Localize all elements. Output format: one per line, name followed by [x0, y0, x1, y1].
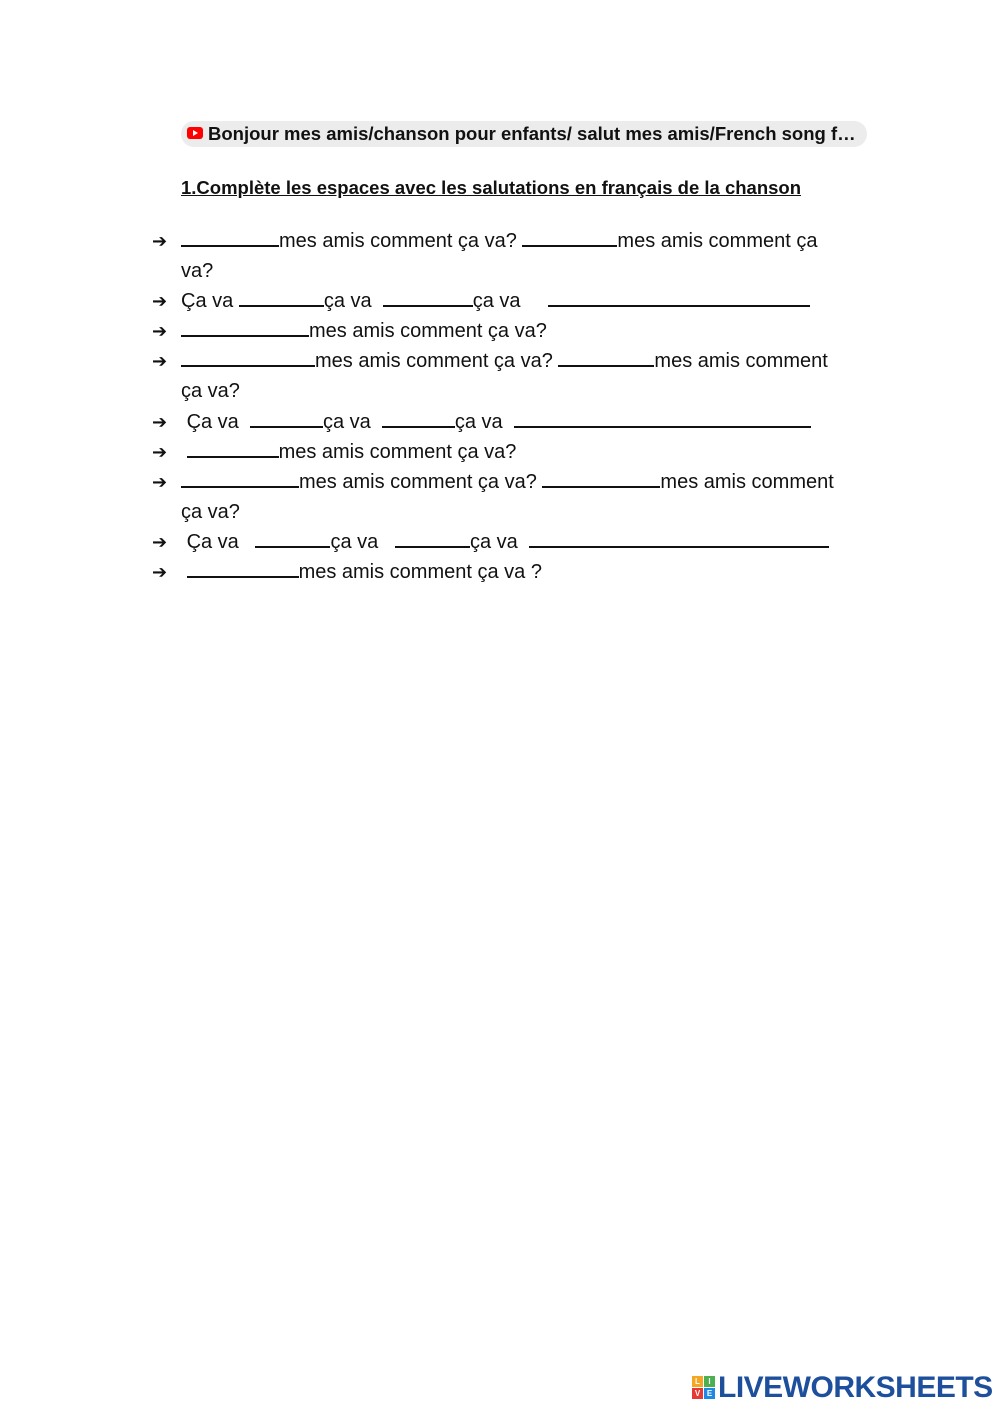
line-text: mes amis comment [660, 470, 834, 493]
blank-field[interactable] [181, 316, 309, 337]
arrow-icon: ➔ [152, 351, 168, 372]
blank-field[interactable] [181, 226, 279, 247]
line-text: mes amis comment ça va ? [298, 561, 542, 584]
blank-field[interactable] [181, 346, 315, 367]
video-link-chip[interactable] [181, 121, 867, 147]
blank-field[interactable] [383, 286, 473, 307]
arrow-icon: ➔ [152, 411, 168, 432]
arrow-icon: ➔ [152, 471, 168, 492]
line-text: ça va? [181, 500, 240, 523]
line-text: mes amis comment ça [617, 230, 818, 252]
logo-letter: I [704, 1376, 715, 1387]
line-text: ça va [323, 290, 372, 313]
video-title[interactable]: Bonjour mes amis/chanson pour enfants/ salut mes amis/French song f… [208, 123, 856, 144]
line-text: mes amis comment ça va? [279, 230, 517, 252]
exercise-line-7 [152, 467, 892, 527]
arrow-icon: ➔ [152, 441, 168, 462]
line-text: Ça va [186, 410, 239, 433]
exercise-line-9 [152, 557, 892, 587]
logo-letter: E [704, 1388, 715, 1399]
exercise-line-8 [152, 527, 892, 557]
blank-field[interactable] [395, 527, 470, 548]
line-text: mes amis comment ça va? [278, 440, 517, 463]
exercise-line-1 [152, 226, 892, 286]
blank-field[interactable] [382, 407, 455, 428]
logo-letter: V [692, 1388, 703, 1399]
blank-field[interactable] [558, 346, 654, 367]
line-text: mes amis comment ça va? [309, 320, 547, 343]
exercise-line-4 [152, 346, 892, 406]
blank-field[interactable] [542, 467, 660, 488]
line-text: Ça va [186, 530, 239, 553]
blank-field[interactable] [250, 407, 323, 428]
exercise-line-6 [152, 437, 892, 467]
line-text: ça va [469, 530, 518, 553]
line-text: ça va [330, 530, 379, 553]
blank-field[interactable] [181, 467, 299, 488]
arrow-icon: ➔ [152, 231, 168, 251]
exercise-line-2 [152, 286, 892, 316]
blank-field[interactable] [255, 527, 330, 548]
arrow-icon: ➔ [152, 291, 168, 312]
youtube-play-icon [187, 127, 203, 139]
line-text: mes amis comment ça va? [299, 470, 537, 493]
line-text: va? [181, 260, 214, 283]
arrow-icon: ➔ [152, 562, 168, 583]
logo-grid-icon [692, 1376, 716, 1400]
exercise-list [152, 226, 892, 587]
blank-field[interactable] [522, 226, 617, 247]
exercise-heading: 1.Complète les espaces avec les salutations en français de la chanson [181, 177, 802, 198]
line-text: ça va? [181, 380, 240, 403]
line-text: ça va [472, 290, 521, 313]
blank-field[interactable] [548, 286, 810, 307]
exercise-line-3 [152, 316, 892, 346]
blank-field[interactable] [239, 286, 324, 307]
arrow-icon: ➔ [152, 531, 168, 552]
blank-field[interactable] [529, 527, 829, 548]
logo-text: LIVEWORKSHEETS [718, 1371, 993, 1404]
blank-field[interactable] [187, 437, 279, 458]
line-text: ça va [322, 410, 371, 433]
line-text: mes amis comment ça va? [315, 350, 553, 373]
arrow-icon: ➔ [152, 321, 168, 342]
line-text: ça va [454, 410, 503, 433]
blank-field[interactable] [187, 557, 299, 578]
line-text: Ça va [181, 290, 234, 313]
blank-field[interactable] [514, 407, 811, 428]
line-text: mes amis comment [654, 350, 828, 373]
logo-letter: L [692, 1376, 703, 1387]
exercise-line-5 [152, 407, 892, 437]
